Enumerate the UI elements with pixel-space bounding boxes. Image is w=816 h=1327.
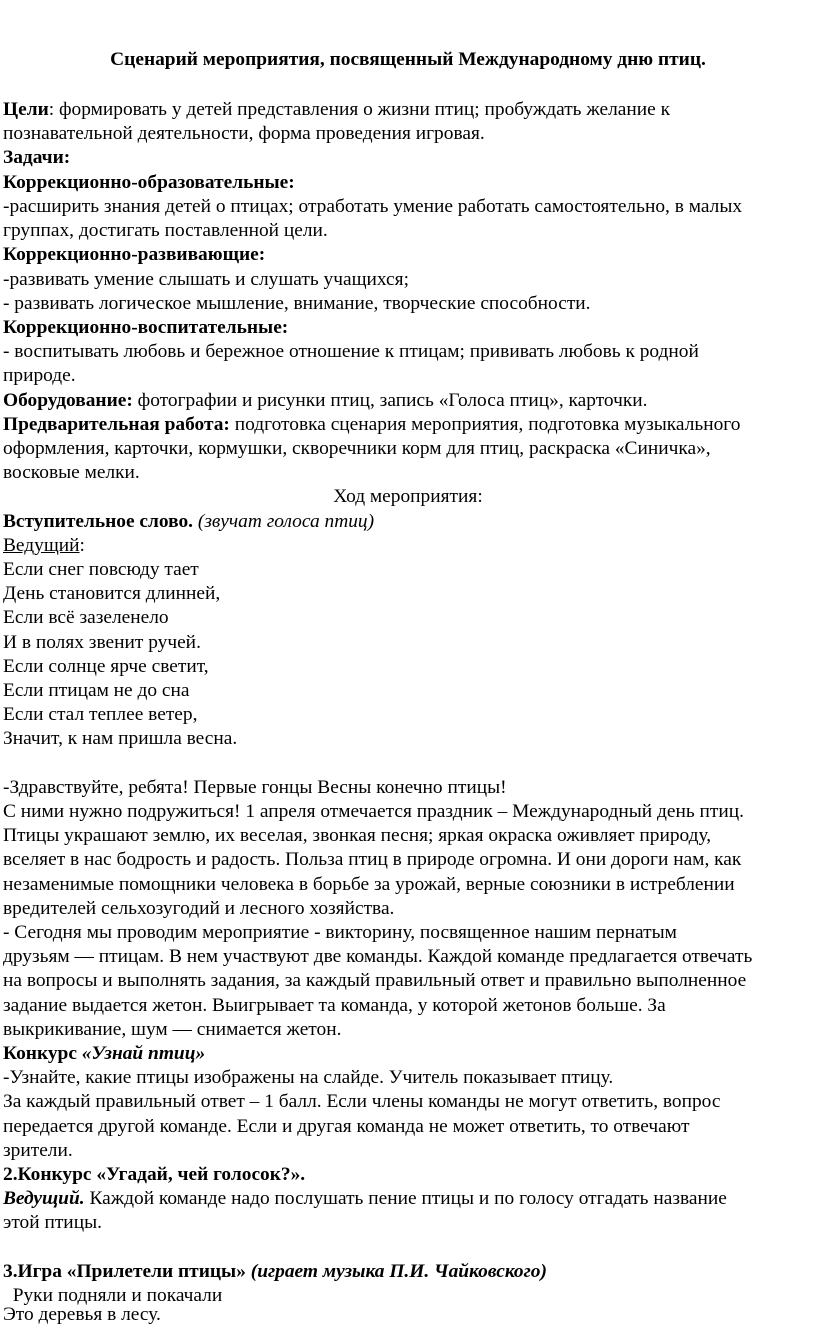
- contest1-line: За каждый правильный ответ – 1 балл. Если члены команды не могут ответить, вопрос: [3, 1091, 721, 1112]
- speech-line: задание выдается жетон. Выигрывает та команда, у которой жетонов больше. За: [3, 995, 666, 1016]
- speech-line: на вопросы и выполнять задания, за каждый правильный ответ и правильно выполненное: [3, 970, 747, 991]
- game3-heading: 3.Игра «Прилетели птицы» (играет музыка П.И. Чайковского): [3, 1261, 547, 1282]
- contest2-line-2: этой птицы.: [3, 1212, 102, 1233]
- speech-line: вселяет в нас бодрость и радость. Польза птиц в природе огромна. И они дороги нам, как: [3, 849, 742, 870]
- corr-edu-line-1: -расширить знания детей о птицах; отработать умение работать самостоятельно, в малых: [3, 196, 743, 217]
- goals-line-2: познавательной деятельности, форма проведения игровая.: [3, 123, 485, 144]
- contest2-heading: 2.Конкурс «Угадай, чей голосок?».: [3, 1164, 306, 1185]
- equipment-line: Оборудование: фотографии и рисунки птиц, запись «Голоса птиц», карточки.: [3, 390, 648, 411]
- corr-upbr-heading: Коррекционно-воспитательные:: [3, 317, 289, 338]
- game3-line: Руки подняли и покачали: [3, 1285, 223, 1306]
- poem-line: День становится длинней,: [3, 583, 221, 604]
- prep-line-3: восковые мелки.: [3, 462, 140, 483]
- speech-line: С ними нужно подружиться! 1 апреля отмечается праздник – Международный день птиц.: [3, 801, 744, 822]
- corr-dev-line-1: -развивать умение слышать и слушать учащихся;: [3, 269, 409, 290]
- contest2-line-1: Ведущий. Каждой команде надо послушать пение птицы и по голосу отгадать название: [3, 1188, 727, 1209]
- document-title: Сценарий мероприятия, посвященный Международному дню птиц.: [110, 49, 706, 70]
- contest2-host-label: Ведущий.: [3, 1188, 85, 1209]
- goals-line-1: Цели: формировать у детей представления о жизни птиц; пробуждать желание к: [3, 99, 671, 120]
- intro-line: [3, 510, 816, 534]
- prep-label: Предварительная работа:: [3, 414, 230, 435]
- host-label: Ведущий: [3, 535, 80, 556]
- corr-upbr-line-2: природе.: [3, 365, 76, 386]
- poem-line: Если солнце ярче светит,: [3, 656, 209, 677]
- prep-line-1: Предварительная работа: подготовка сценария мероприятия, подготовка музыкального: [3, 414, 741, 435]
- tasks-heading: Задачи:: [3, 147, 71, 168]
- host-line: Ведущий:: [3, 535, 85, 556]
- speech-line: вредителей сельхозугодий и лесного хозяйства.: [3, 898, 395, 919]
- intro-note: (звучат голоса птиц): [193, 511, 375, 532]
- poem-line: Если стал теплее ветер,: [3, 704, 198, 725]
- contest1-line: -Узнайте, какие птицы изображены на слайде. Учитель показывает птицу.: [3, 1067, 614, 1088]
- intro-label: Вступительное слово.: [3, 511, 194, 532]
- prep-line-2: оформления, карточки, кормушки, скворечники корм для птиц, раскраска «Синичка»,: [3, 438, 711, 459]
- goals-label: Цели: [3, 99, 49, 120]
- speech-line: друзьям — птицам. В нем участвуют две команды. Каждой команде предлагается отвечать: [3, 946, 753, 967]
- poem-line: Если всё зазеленело: [3, 607, 169, 628]
- progress-heading: Ход мероприятия:: [333, 486, 483, 507]
- corr-edu-line-2: группах, достигать поставленной цели.: [3, 220, 328, 241]
- poem-line: Если птицам не до сна: [3, 680, 190, 701]
- speech-line: незаменимые помощники человека в борьбе за урожай, верные союзники в истреблении: [3, 874, 735, 895]
- contest1-heading: Конкурс «Узнай птиц»: [3, 1043, 206, 1064]
- contest1-name: «Узнай птиц»: [81, 1043, 206, 1064]
- equipment-label: Оборудование:: [3, 390, 133, 411]
- game3-note: (играет музыка П.И. Чайковского): [245, 1261, 547, 1282]
- corr-dev-heading: Коррекционно-развивающие:: [3, 244, 266, 265]
- poem-line: Если снег повсюду тает: [3, 559, 199, 580]
- poem-line: Значит, к нам пришла весна.: [3, 728, 238, 749]
- speech-line: -Здравствуйте, ребята! Первые гонцы Весны конечно птицы!: [3, 777, 507, 798]
- contest1-line: передается другой команде. Если и другая команда не может ответить, то отвечают: [3, 1116, 690, 1137]
- corr-edu-heading: Коррекционно-образовательные:: [3, 172, 295, 193]
- speech-line: - Сегодня мы проводим мероприятие - викторину, посвященное нашим пернатым: [3, 922, 677, 943]
- corr-dev-line-2: - развивать логическое мышление, внимание, творческие способности.: [3, 293, 591, 314]
- speech-line: Птицы украшают землю, их веселая, звонкая песня; яркая окраска оживляет природу,: [3, 825, 712, 846]
- contest1-line: зрители.: [3, 1140, 73, 1161]
- game3-line: Это деревья в лесу.: [3, 1304, 161, 1325]
- speech-line: выкрикивание, шум — снимается жетон.: [3, 1019, 342, 1040]
- corr-upbr-line-1: - воспитывать любовь и бережное отношение к птицам; прививать любовь к родной: [3, 341, 699, 362]
- poem-line: И в полях звенит ручей.: [3, 632, 201, 653]
